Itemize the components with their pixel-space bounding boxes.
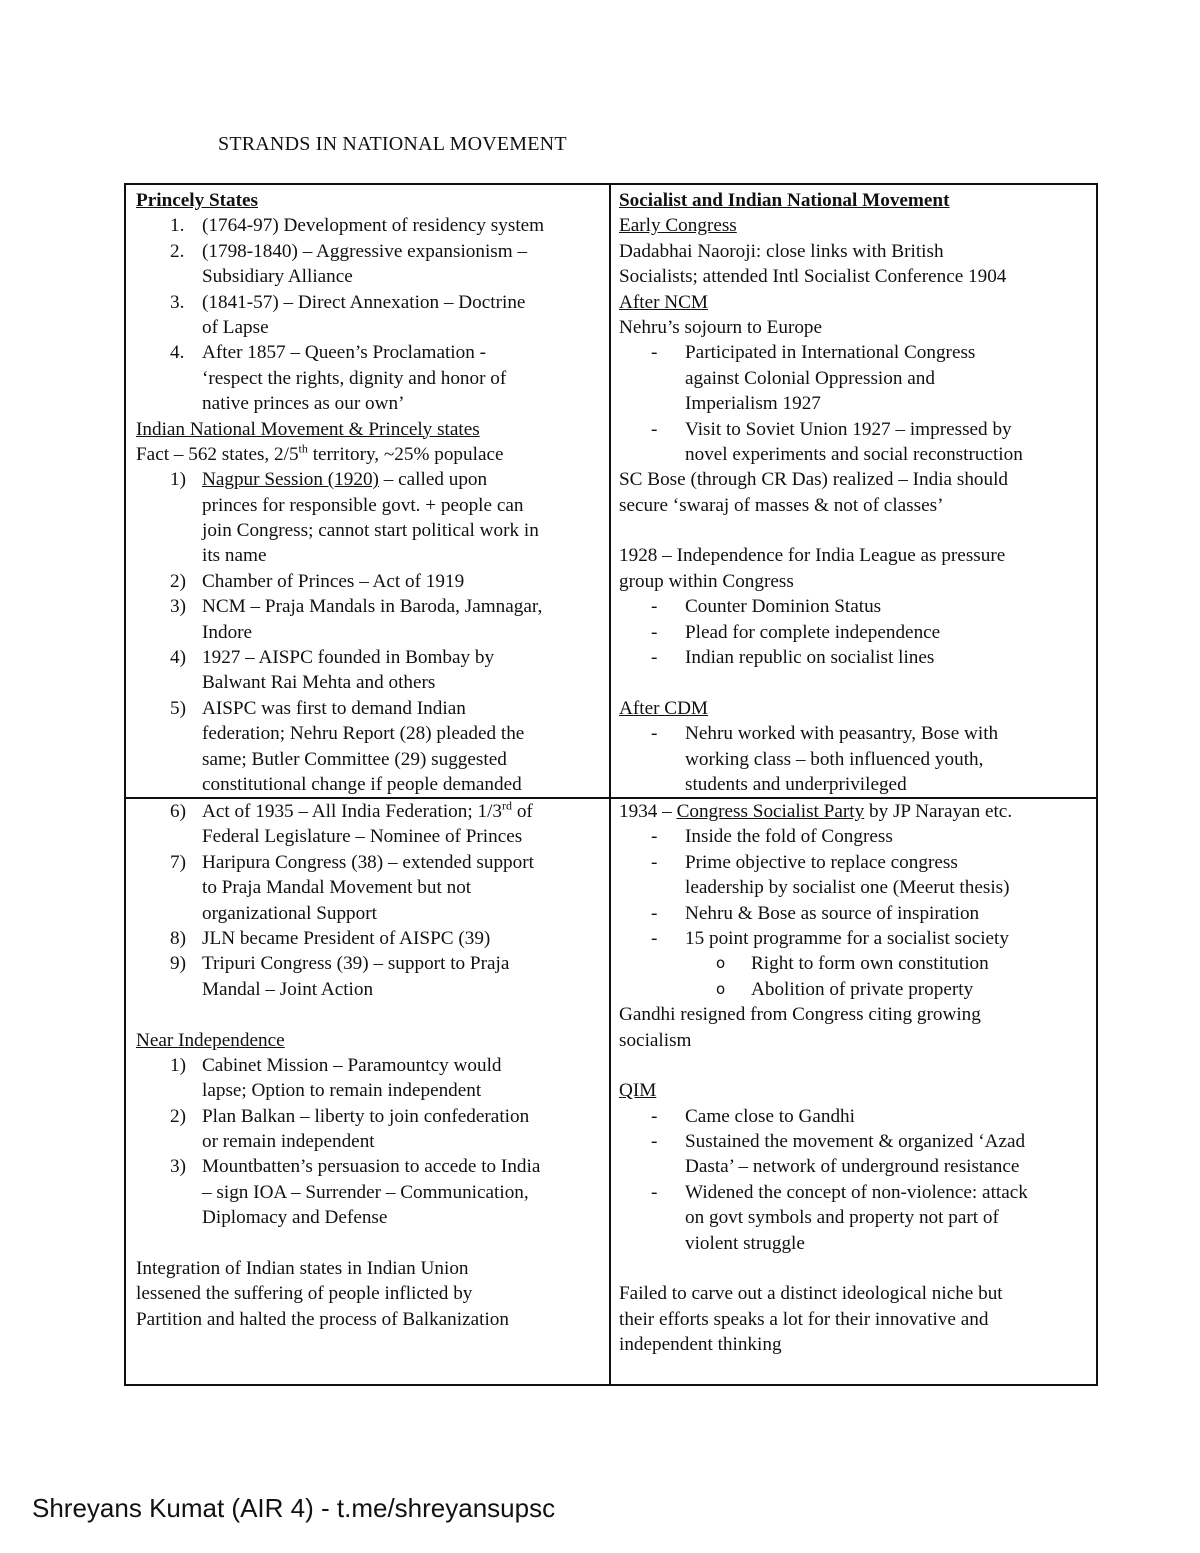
numbered-list <box>136 213 606 416</box>
list-item: to Praja Mandal Movement but not <box>202 877 472 899</box>
list-item-cont: Federal Legislature – Nominee of Princes <box>202 826 523 848</box>
bullet-item: Imperialism 1927 <box>685 393 821 415</box>
bullet-item: violent struggle <box>685 1232 805 1254</box>
text-line: group within Congress <box>619 570 794 592</box>
page-title: STRANDS IN NATIONAL MOVEMENT <box>218 133 567 155</box>
column-divider <box>609 185 611 1384</box>
notes-table <box>124 183 1098 1386</box>
text-line: SC Bose (through CR Das) realized – India should <box>619 469 1009 491</box>
list-item: federation; Nehru Report (28) pleaded the <box>202 723 525 745</box>
bullet-item: against Colonial Oppression and <box>685 367 935 389</box>
numbered-list <box>136 1053 606 1231</box>
list-item: 4. After 1857 – Queen’s Proclamation - <box>170 342 487 364</box>
list-item: 3) NCM – Praja Mandals in Baroda, Jamnagar, <box>170 596 543 618</box>
list-item: 2. (1798-1840) – Aggressive expansionism – <box>170 240 528 262</box>
text-line: Failed to carve out a distinct ideological niche but <box>619 1283 1003 1305</box>
sub-list <box>619 951 1089 1002</box>
bullet-item: leadership by socialist one (Meerut thesis) <box>685 877 1010 899</box>
bullet-item: working class – both influenced youth, <box>685 748 984 770</box>
list-item-cont: princes for responsible govt. + people can <box>202 494 524 516</box>
list-item: 2) Chamber of Princes – Act of 1919 <box>170 570 465 592</box>
bullet-item: - Prime objective to replace congress <box>651 851 958 873</box>
bullet-item: - Counter Dominion Status <box>651 596 882 618</box>
list-item: 1) Nagpur Session (1920) – called upon <box>170 469 488 491</box>
cell-socialist-movement-cont <box>619 799 1089 1358</box>
dash-list <box>619 721 1089 797</box>
list-item: of Lapse <box>202 316 269 338</box>
text-line: secure ‘swaraj of masses & not of classes’ <box>619 494 944 516</box>
text-line: Nehru’s sojourn to Europe <box>619 316 823 338</box>
bullet-item: - Participated in International Congress <box>651 342 976 364</box>
bullet-item: on govt symbols and property not part of <box>685 1207 999 1229</box>
text-line: Integration of Indian states in Indian Union <box>136 1258 469 1280</box>
list-item: 6) Act of 1935 – All India Federation; 1/3rd of <box>170 798 533 822</box>
cell-princely-states <box>136 188 606 797</box>
bullet-item: - 15 point programme for a socialist society <box>651 927 1009 949</box>
list-item: Diplomacy and Defense <box>202 1207 388 1229</box>
fact-line: Fact – 562 states, 2/5th territory, ~25% populace <box>136 441 504 465</box>
list-item: 4) 1927 – AISPC founded in Bombay by <box>170 647 495 669</box>
cell-princely-states-cont <box>136 799 606 1332</box>
dash-list <box>619 824 1089 951</box>
list-item: 3. (1841-57) – Direct Annexation – Doctrine <box>170 291 526 313</box>
dash-list <box>619 594 1089 670</box>
list-item: 5) AISPC was first to demand Indian <box>170 697 466 719</box>
list-item: ‘respect the rights, dignity and honor of <box>202 367 507 389</box>
list-item: or remain independent <box>202 1131 375 1153</box>
section-subheading: Early Congress <box>619 215 737 237</box>
section-heading: Princely States <box>136 190 259 211</box>
text-line: Dadabhai Naoroji: close links with British <box>619 240 944 262</box>
bullet-item: Dasta’ – network of underground resistance <box>685 1156 1020 1178</box>
text-line: 1928 – Independence for India League as pressure <box>619 545 1006 567</box>
dash-list <box>619 340 1089 467</box>
section-subheading: Indian National Movement & Princely states <box>136 418 480 440</box>
bullet-item: - Nehru & Bose as source of inspiration <box>651 902 980 924</box>
section-subheading: After CDM <box>619 697 708 719</box>
section-subheading: After NCM <box>619 291 708 313</box>
bullet-item: - Widened the concept of non-violence: attack <box>651 1181 1028 1203</box>
list-item: 3) Mountbatten’s persuasion to accede to India <box>170 1156 541 1178</box>
list-item: 9) Tripuri Congress (39) – support to Praja <box>170 953 510 975</box>
text-line: their efforts speaks a lot for their innovative and <box>619 1308 989 1330</box>
bullet-item: - Came close to Gandhi <box>651 1105 855 1127</box>
bullet-item: - Inside the fold of Congress <box>651 826 893 848</box>
bullet-item: students and underprivileged <box>685 773 907 795</box>
text-line: Socialists; attended Intl Socialist Conference 1904 <box>619 266 1007 288</box>
list-item: Indore <box>202 621 253 643</box>
list-item: – sign IOA – Surrender – Communication, <box>202 1181 529 1203</box>
sub-bullet-item: o Right to form own constitution <box>716 953 989 975</box>
list-item: native princes as our own’ <box>202 393 405 415</box>
sub-bullet-item: o Abolition of private property <box>716 978 974 1000</box>
bullet-item: - Indian republic on socialist lines <box>651 647 935 669</box>
bullet-item: - Plead for complete independence <box>651 621 941 643</box>
text-line: independent thinking <box>619 1334 782 1356</box>
cell-socialist-movement <box>619 188 1089 797</box>
list-item: organizational Support <box>202 902 377 924</box>
list-item: Mandal – Joint Action <box>202 978 374 1000</box>
list-item: lapse; Option to remain independent <box>202 1080 482 1102</box>
section-heading: Socialist and Indian National Movement <box>619 190 950 211</box>
footer-credit: Shreyans Kumat (AIR 4) - t.me/shreyansupsc <box>32 1493 556 1523</box>
text-line: Gandhi resigned from Congress citing growing <box>619 1004 981 1026</box>
text-line: Partition and halted the process of Balkanization <box>136 1308 509 1330</box>
list-item: 7) Haripura Congress (38) – extended support <box>170 851 534 873</box>
list-item: same; Butler Committee (29) suggested <box>202 748 507 770</box>
list-item: Balwant Rai Mehta and others <box>202 672 436 694</box>
dash-list <box>619 1104 1089 1256</box>
text-line: lessened the suffering of people inflicted by <box>136 1283 473 1305</box>
list-item: 2) Plan Balkan – liberty to join confederation <box>170 1105 530 1127</box>
numbered-list <box>136 569 606 798</box>
list-item: 1) Cabinet Mission – Paramountcy would <box>170 1054 502 1076</box>
list-item: 1. (1764-97) Development of residency system <box>170 215 545 237</box>
section-subheading: QIM <box>619 1080 657 1102</box>
list-item-cont: its name <box>202 545 267 567</box>
section-subheading: Near Independence <box>136 1029 285 1051</box>
bullet-item: novel experiments and social reconstruction <box>685 443 1023 465</box>
text-line: 1934 – Congress Socialist Party by JP Narayan etc. <box>619 801 1013 822</box>
text-line: socialism <box>619 1029 692 1051</box>
bullet-item: - Sustained the movement & organized ‘Azad <box>651 1131 1026 1153</box>
numbered-list <box>136 850 606 1002</box>
list-item-cont: join Congress; cannot start political work in <box>202 520 539 542</box>
bullet-item: - Visit to Soviet Union 1927 – impressed by <box>651 418 1012 440</box>
list-item: 8) JLN became President of AISPC (39) <box>170 927 491 949</box>
list-item: constitutional change if people demanded <box>202 773 522 795</box>
list-item: Subsidiary Alliance <box>202 266 353 288</box>
bullet-item: - Nehru worked with peasantry, Bose with <box>651 723 999 745</box>
